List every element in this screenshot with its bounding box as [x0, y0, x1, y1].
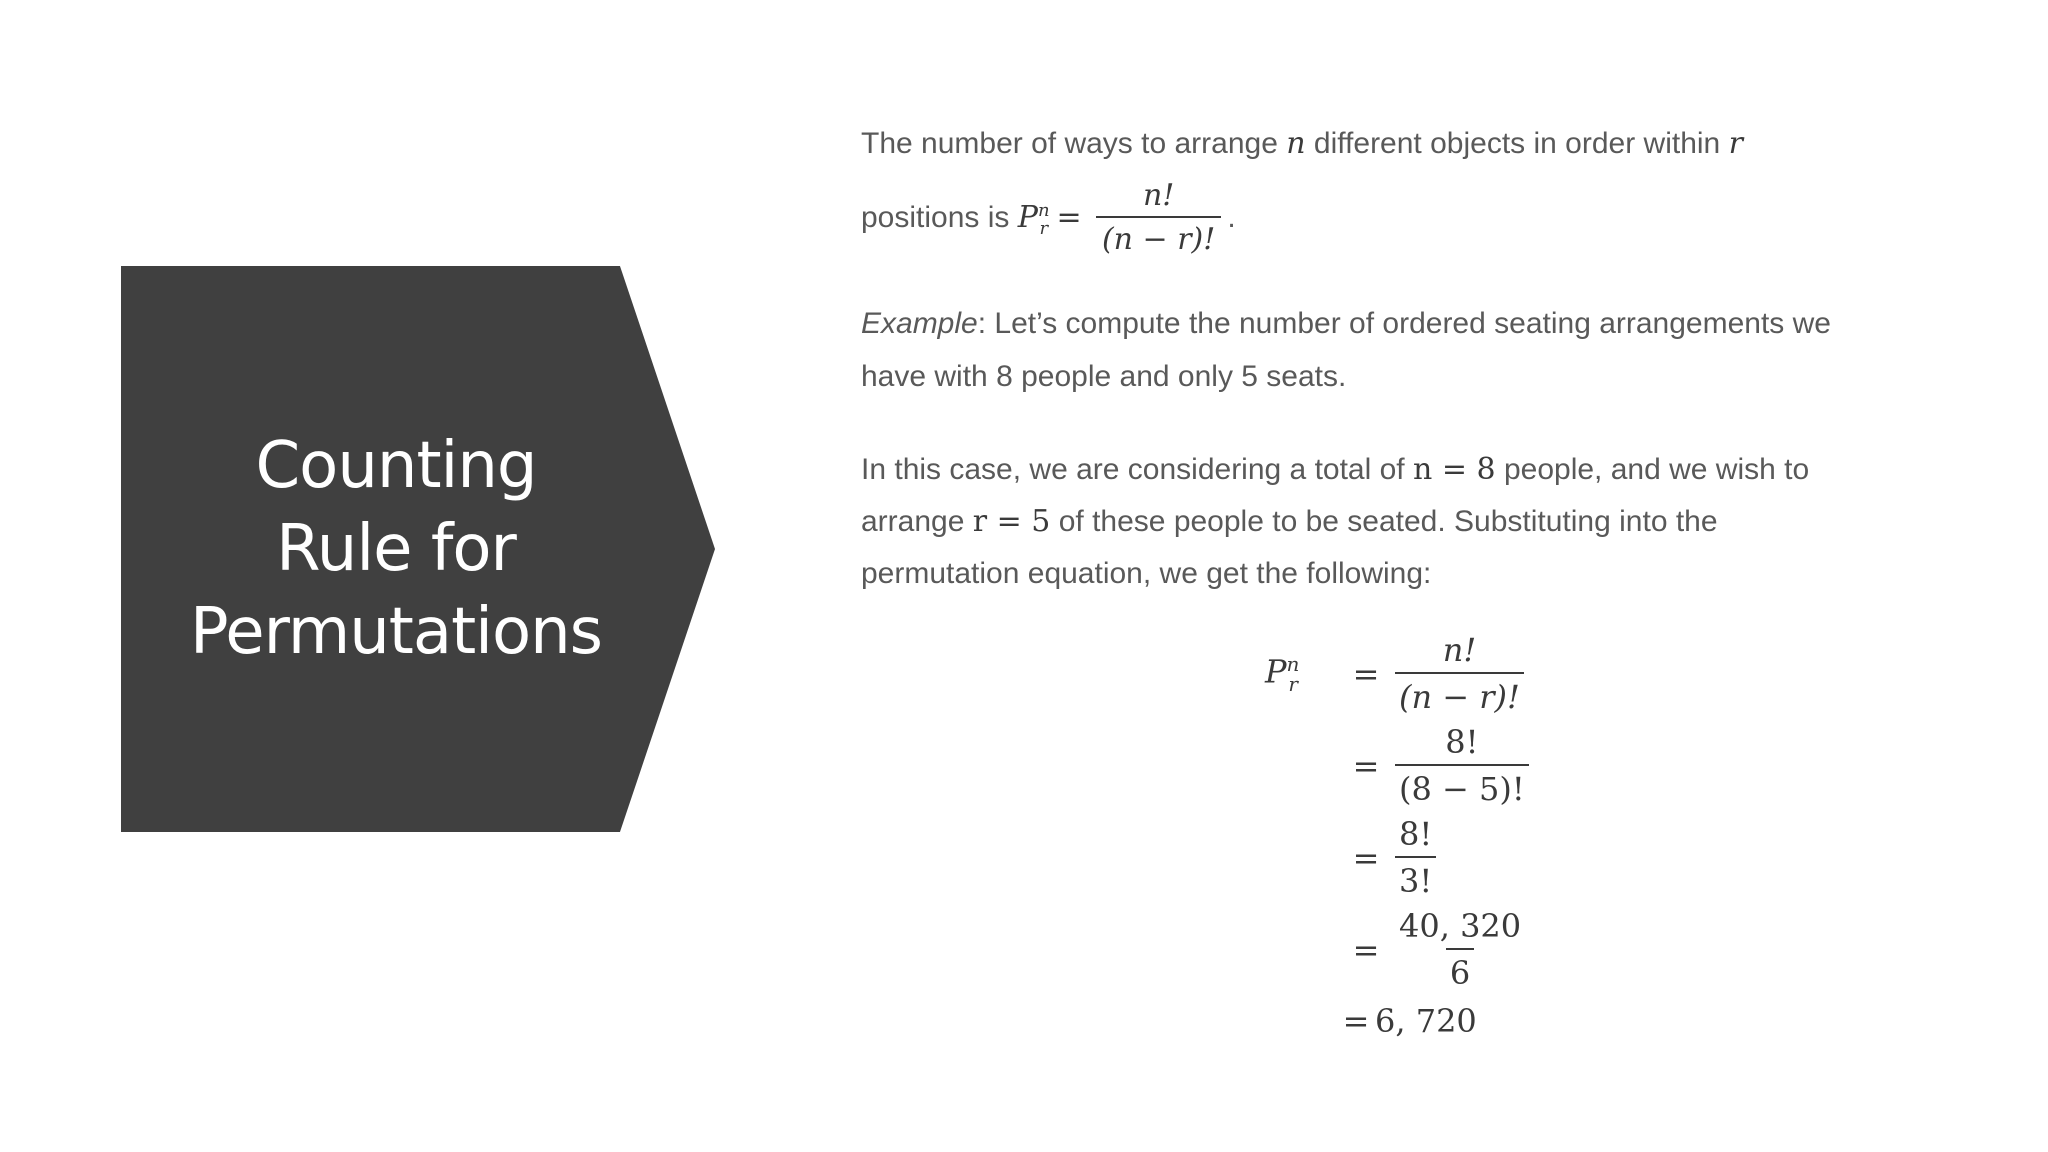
slide-title-line: Permutations — [189, 594, 603, 669]
fraction-denominator: (n − r)! — [1395, 672, 1524, 720]
permutation-symbol — [1265, 652, 1337, 695]
text: The number of ways to arrange — [861, 127, 1278, 160]
fraction-numerator: 8! — [1445, 723, 1479, 761]
derivation-fraction — [1395, 720, 1529, 812]
case-line-1 — [861, 444, 1809, 496]
fraction-numerator: n! — [1142, 178, 1175, 214]
permutation-formula-fraction — [1096, 176, 1221, 262]
math-n-equals-8: n = 8 — [1412, 452, 1496, 487]
slide-title-line: Counting — [255, 428, 537, 503]
fraction-denominator: 6 — [1446, 948, 1474, 996]
derivation-fraction — [1395, 628, 1524, 720]
slide-title — [121, 266, 671, 832]
definition-line-2 — [861, 166, 1236, 274]
example-line-1 — [861, 298, 1831, 350]
permutation-symbol — [1017, 200, 1050, 239]
definition-line-1 — [861, 118, 1743, 170]
text: people, and we wish to — [1503, 453, 1810, 486]
equals-sign: = — [1056, 200, 1082, 235]
slide-title-line: Rule for — [276, 511, 516, 586]
fraction-denominator: 3! — [1395, 856, 1436, 904]
math-r-equals-5: r = 5 — [972, 504, 1051, 539]
fraction-denominator: (n − r)! — [1096, 216, 1221, 262]
fraction-numerator: 8! — [1399, 815, 1433, 853]
equals-sign: = — [1352, 931, 1380, 969]
fraction-numerator: n! — [1442, 631, 1477, 669]
case-line-2 — [861, 496, 1718, 548]
text: have with 8 people and only 5 seats. — [861, 360, 1347, 393]
result-value: 6, 720 — [1375, 1002, 1477, 1040]
text: positions is — [861, 201, 1010, 234]
math-r: r — [1728, 126, 1743, 161]
derivation-result — [1265, 996, 1529, 1046]
text: of these people to be seated. Substituting into the — [1058, 505, 1718, 538]
derivation-step — [1265, 904, 1529, 996]
equals-sign: = — [1342, 1002, 1370, 1040]
symbol-p: P — [1017, 200, 1038, 235]
text: permutation equation, we get the following: — [861, 557, 1432, 590]
derivation-step — [1265, 720, 1529, 812]
text: : Let’s compute the number of ordered seating arrangements we — [977, 307, 1831, 340]
derivation-step — [1265, 812, 1529, 904]
text: different objects in order within — [1313, 127, 1721, 160]
derivation-fraction — [1395, 812, 1436, 904]
math-n: n — [1286, 126, 1306, 161]
equals-sign: = — [1352, 655, 1380, 693]
equals-sign: = — [1352, 839, 1380, 877]
equals-sign: = — [1352, 747, 1380, 785]
text: In this case, we are considering a total of — [861, 453, 1405, 486]
permutation-derivation — [1265, 628, 1529, 1046]
symbol-sub: r — [1039, 218, 1049, 239]
example-line-2 — [861, 351, 1346, 403]
derivation-fraction — [1395, 904, 1525, 996]
case-line-3 — [861, 548, 1431, 600]
example-label: Example — [861, 307, 978, 340]
symbol-sub: r — [1288, 671, 1298, 696]
symbol-sup: n — [1286, 652, 1300, 677]
fraction-numerator: 40, 320 — [1399, 907, 1522, 945]
text: . — [1227, 201, 1236, 234]
fraction-denominator: (8 − 5)! — [1395, 764, 1529, 812]
derivation-step — [1265, 628, 1529, 720]
text: arrange — [861, 505, 965, 538]
symbol-sup: n — [1037, 200, 1050, 221]
symbol-p: P — [1265, 653, 1287, 692]
